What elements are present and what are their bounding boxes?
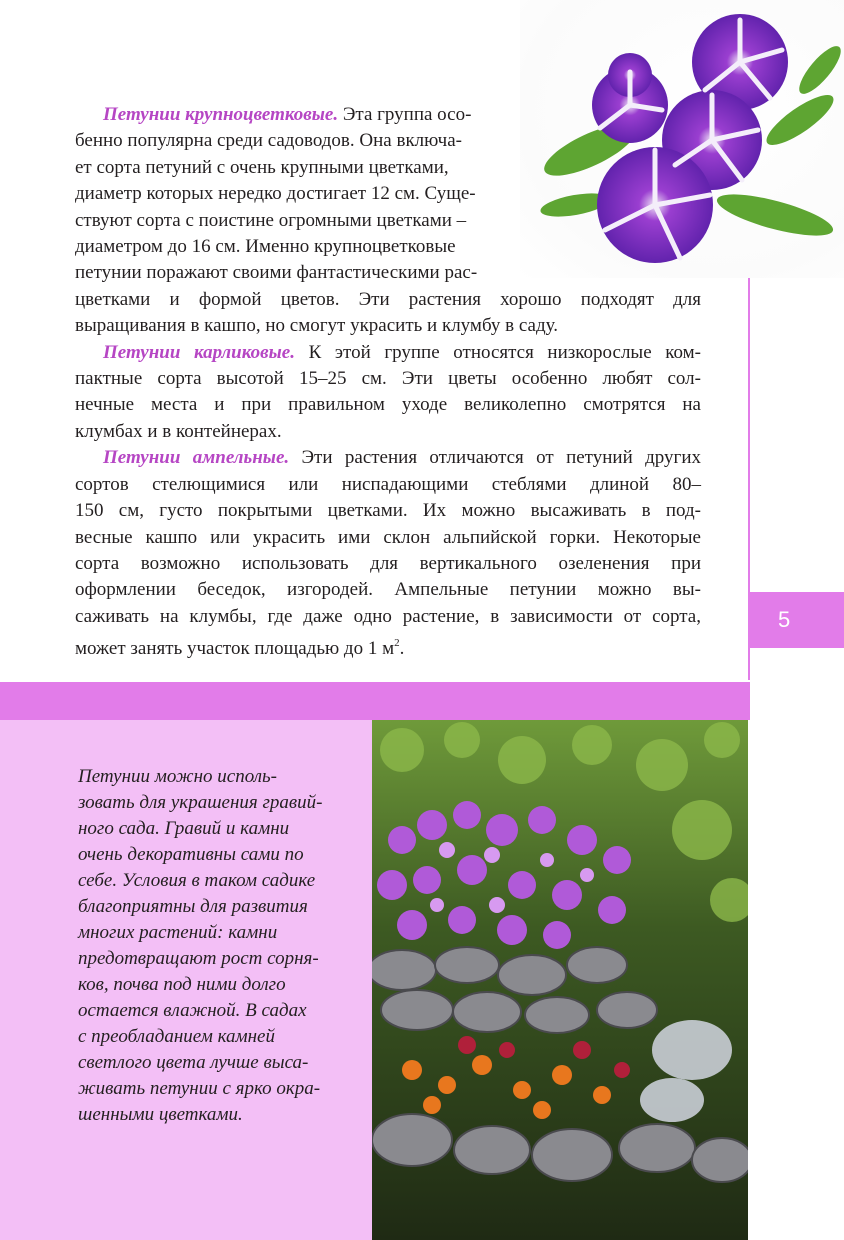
paragraph-lead: Петунии крупноцветковые. bbox=[103, 104, 339, 125]
paragraph-wrap-lines bbox=[75, 128, 513, 286]
caption-line: Петунии можно исполь- bbox=[78, 766, 277, 787]
text-line: весные кашпо или украсить ими склон альпийской горки. Некоторые bbox=[75, 526, 701, 548]
caption-line: шенными цветками. bbox=[78, 1104, 243, 1125]
caption-line: многих растений: камни bbox=[78, 922, 278, 943]
accent-band bbox=[0, 682, 750, 720]
page-number-tab bbox=[750, 592, 844, 648]
caption-line: зовать для украшения гравий- bbox=[78, 792, 323, 813]
paragraph-large-flowered: Петунии крупноцветковые. Эта группа осо- bbox=[103, 104, 472, 125]
paragraph-wide-lines bbox=[75, 287, 701, 340]
text-line: пактные сорта высотой 15–25 см. Эти цветы особенно любят сол- bbox=[75, 368, 701, 390]
paragraph-dwarf bbox=[75, 340, 701, 446]
text-line: ет сорта петуний с очень крупными цветками, bbox=[75, 156, 449, 178]
text-line: 150 см, густо покрытыми цветками. Их можно высаживать в под- bbox=[75, 500, 701, 522]
superscript: 2 bbox=[394, 637, 400, 650]
caption-line: светлого цвета лучше выса- bbox=[78, 1052, 309, 1073]
text-line: может занять участок площадью до 1 $м^2$. bbox=[75, 637, 405, 660]
caption-line: очень декоративны сами по bbox=[78, 844, 304, 865]
text-line: саживать на клумбы, где даже одно растение, в зависимости от сорта, bbox=[75, 605, 701, 627]
text-line: ствуют сорта с поистине огромными цветками – bbox=[75, 209, 467, 231]
caption-line: живать петунии с ярко окра- bbox=[78, 1078, 321, 1099]
caption-line: себе. Условия в таком садике bbox=[78, 870, 316, 891]
text-line: выращивания в кашпо, но смогут украсить и клумбу в саду. bbox=[75, 315, 558, 337]
text-line: диаметром до 16 см. Именно крупноцветковые bbox=[75, 236, 456, 258]
text-line: петунии поражают своими фантастическими рас- bbox=[75, 262, 478, 284]
text-line: Петунии карликовые. К этой группе относятся низкорослые ком- bbox=[103, 341, 701, 363]
caption-line: предотвращают рост сорня- bbox=[78, 948, 319, 969]
text-line: цветками и формой цветов. Эти растения хорошо подходят для bbox=[75, 288, 701, 310]
text-line: диаметр которых нередко достигает 12 см. Суще- bbox=[75, 183, 476, 205]
caption-line: остается влажной. В садах bbox=[78, 1000, 307, 1021]
text-line: Петунии ампельные. Эти растения отличаются от петуний других bbox=[103, 447, 701, 469]
page-number: 5 bbox=[778, 607, 791, 632]
text-line: бенно популярна среди садоводов. Она включа- bbox=[75, 130, 462, 152]
body-text bbox=[75, 102, 729, 663]
text-line: клумбах и в контейнерах. bbox=[75, 420, 282, 442]
caption-line: благоприятны для развития bbox=[78, 896, 308, 917]
stone-garden-photo bbox=[372, 720, 748, 1240]
caption-line: с преобладанием камней bbox=[78, 1026, 275, 1047]
photo-caption bbox=[78, 764, 348, 1128]
caption-line: ков, почва под ними долго bbox=[78, 974, 286, 995]
text-line: сортов стелющимися или ниспадающими стеблями длиной 80– bbox=[75, 473, 701, 495]
text-line: оформлении беседок, изгородей. Ампельные петунии можно вы- bbox=[75, 579, 701, 601]
paragraph-ampel bbox=[75, 445, 701, 662]
text-line: сорта возможно использовать для вертикального озеленения при bbox=[75, 552, 701, 574]
garden-illustration bbox=[372, 720, 748, 1240]
caption-line: ного сада. Гравий и камни bbox=[78, 818, 290, 839]
text-line: нечные места и при правильном уходе великолепно смотрятся на bbox=[75, 394, 701, 416]
paragraph-lead: Петунии карликовые. bbox=[103, 341, 295, 363]
paragraph-lead: Петунии ампельные. bbox=[103, 447, 290, 469]
